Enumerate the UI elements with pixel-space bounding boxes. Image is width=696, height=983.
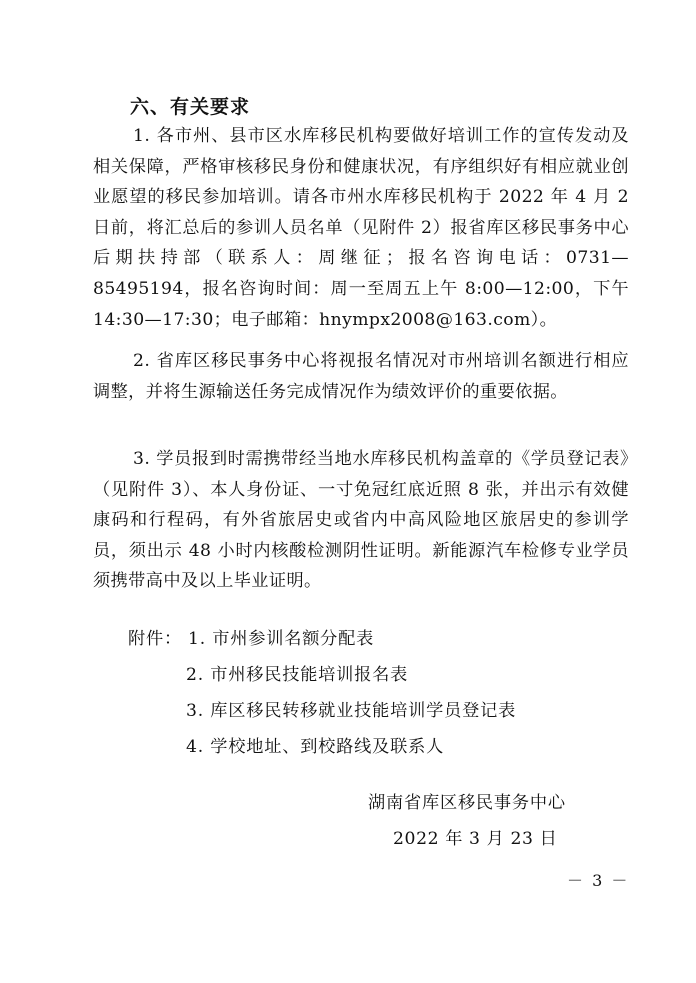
section-heading: 六、有关要求 [130, 96, 251, 118]
attachments-label: 附件： [128, 629, 182, 649]
paragraph-1: 1. 各市州、县市区水库移民机构要做好培训工作的宣传发动及相关保障，严格审核移民身份和健康状况，有序组织好有相应就业创业愿望的移民参加培训。请各市州水库移民机构于 2022 年 4 月 2 日前，将汇总后的参训人员名单（见附件 2）报省库区移民事务中心后期扶持部（联系人：周继征；报名咨询电话：0731—85495194，报名咨询时间：周一至周五上午 8:00—12:00，下午 14:30—17:30；电子邮箱：hnympx2008@163.com）。 [93, 126, 629, 330]
attachment-item-2: 2. 市州移民技能培训报名表 [186, 665, 409, 685]
paragraph-2: 2. 省库区移民事务中心将视报名情况对市州培训名额进行相应调整，并将生源输送任务完成情况作为绩效评价的重要依据。 [93, 351, 629, 402]
page-number: － 3 － [567, 871, 630, 890]
paragraph-3: 3. 学员报到时需携带经当地水库移民机构盖章的《学员登记表》（见附件 3）、本人身份证、一寸免冠红底近照 8 张，并出示有效健康码和行程码，有外省旅居史或省内中高风险地区旅居史的参训学员，须出示 48 小时内核酸检测阴性证明。新能源汽车检修专业学员须携带高中及以上毕业证明。 [93, 449, 629, 592]
issue-date: 2022 年 3 月 23 日 [393, 829, 558, 849]
issuing-organization: 湖南省库区移民事务中心 [368, 793, 566, 813]
attachment-item-4: 4. 学校地址、到校路线及联系人 [186, 737, 445, 757]
attachment-item-1: 1. 市州参训名额分配表 [188, 629, 375, 649]
attachment-item-3: 3. 库区移民转移就业技能培训学员登记表 [186, 701, 517, 721]
